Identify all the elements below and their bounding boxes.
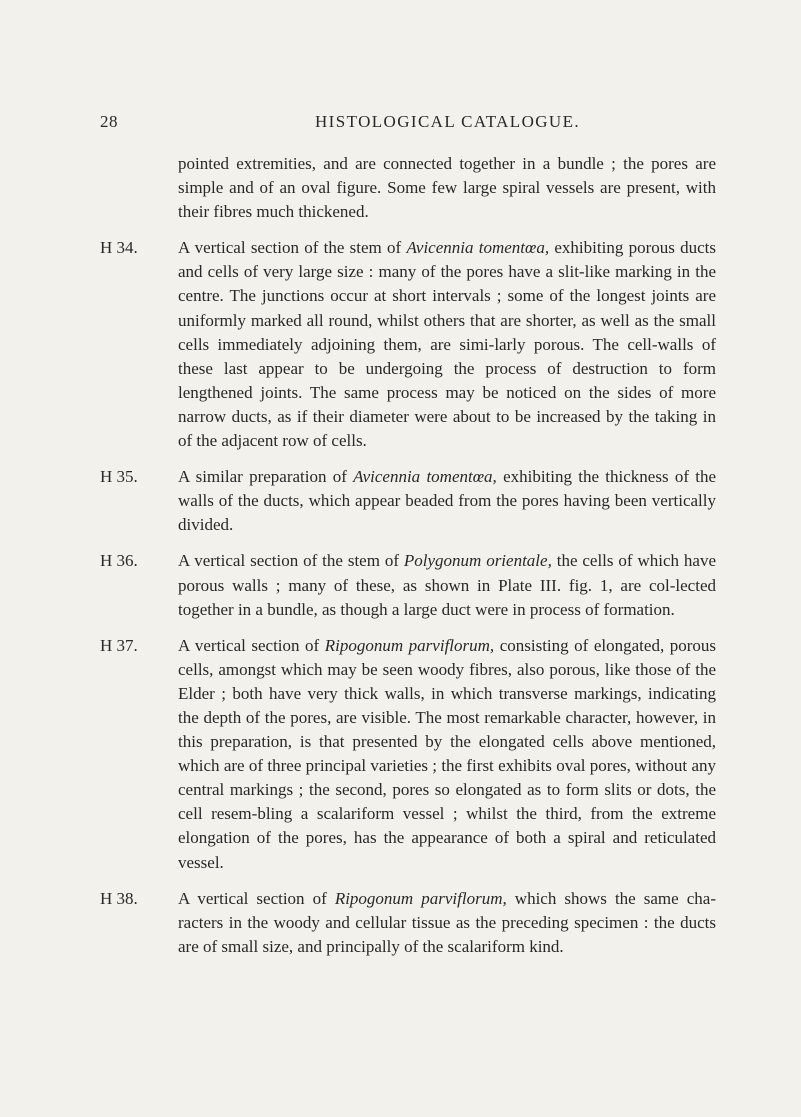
entry-text xyxy=(178,236,716,453)
entry-text xyxy=(178,549,716,621)
entry-text-post: exhibiting the thickness of the walls of the ducts, which appear beaded from the pores having been vertically divided. xyxy=(178,467,717,535)
entry-text-pre: A vertical section of xyxy=(178,888,335,908)
entry-label: H 37. xyxy=(100,635,138,655)
entry-text xyxy=(178,465,716,537)
entry-text-pre: A vertical section of the stem of xyxy=(178,551,404,571)
species-name: Avicennia tomentœa, xyxy=(406,238,550,258)
entry-text-pre: A similar preparation of xyxy=(178,467,354,487)
entry-text-pre: A vertical section of xyxy=(178,635,325,655)
entry-text xyxy=(178,634,716,875)
entry-label: H 38. xyxy=(100,888,138,908)
species-name: Avicennia tomentœa, xyxy=(353,467,497,487)
entry-text xyxy=(178,887,716,959)
catalogue-entry-h36 xyxy=(100,549,716,621)
entry-text-pre: A vertical section of the stem of xyxy=(178,238,407,258)
catalogue-entry-h37 xyxy=(100,634,716,875)
species-name: Ripogonum parviflorum, xyxy=(324,635,495,655)
catalogue-entry-h34 xyxy=(100,236,716,453)
catalogue-entry-h35 xyxy=(100,465,716,537)
species-name: Ripogonum parviflorum, xyxy=(334,888,507,908)
entry-text-post: exhibiting porous ducts and cells of very large size : many of the pores have a slit-like marking in the centre. The junctions occur at short intervals ; some of the longest joints are uniformly marked all round, whilst others that are shorter, as well as the small cells immediately adjoining them, are simi-larly porous. The cell-walls of these last appear to be undergoing the process of destruction to form lengthened joints. The same process may be noticed on the sides of more narrow ducts, as if their diameter were about to be increased by the taking in of the adjacent row of cells. xyxy=(178,238,716,451)
catalogue-entry-h38 xyxy=(100,887,716,959)
species-name: Polygonum orientale, xyxy=(403,551,552,571)
entry-label: H 36. xyxy=(100,551,138,571)
page-number: 28 xyxy=(100,112,118,131)
entry-label: H 35. xyxy=(100,467,138,487)
running-head: HISTOLOGICAL CATALOGUE. xyxy=(315,112,581,131)
page-body xyxy=(100,152,716,959)
entry-text-post: which shows the same cha-racters in the woody and cellular tissue as the preceding specimen : the ducts are of small size, and principally of the scalariform kind. xyxy=(178,888,717,956)
page-header xyxy=(0,112,801,142)
entry-text-post: the cells of which have porous walls ; many of these, as shown in Plate III. fig. 1, are col-lected together in a bundle, as though a large duct were in process of formation. xyxy=(178,551,716,619)
entry-text-post: consisting of elongated, porous cells, amongst which may be seen woody fibres, also porous, like those of the Elder ; both have very thick walls, in which transverse markings, indicating the depth of the pores, are visible. The most remarkable character, however, in this preparation, is that presented by the elongated cells above mentioned, which are of three principal varieties ; the first exhibits oval pores, without any central markings ; the second, pores so elongated as to form slits or dots, the cell resem-bling a scalariform vessel ; whilst the third, from the extreme elongation of the pores, has the appearance of both a spiral and reticulated vessel. xyxy=(178,635,717,872)
entry-label: H 34. xyxy=(100,238,138,258)
continuation-paragraph: pointed extremities, and are connected together in a bundle ; the pores are simple and of an oval figure. Some few large spiral vessels are present, with their fibres much thickened. xyxy=(178,154,716,222)
